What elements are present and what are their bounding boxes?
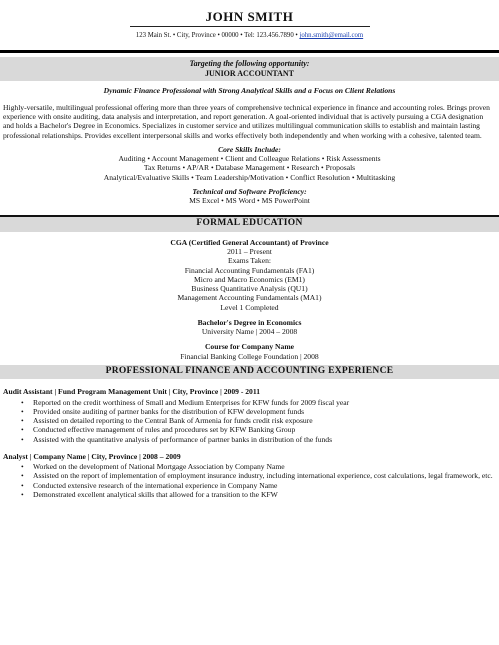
job-bullet: • Conducted effective management of rules and procedures set by KFW Banking Group bbox=[33, 425, 496, 434]
exam-item: Financial Accounting Fundamentals (FA1) bbox=[184, 265, 315, 275]
experience-heading: PROFESSIONAL FINANCE AND ACCOUNTING EXPERIENCE bbox=[0, 365, 499, 380]
exam-item: Business Quantitative Analysis (QU1) bbox=[191, 284, 308, 294]
tech-title: Technical and Software Proficiency: bbox=[192, 186, 307, 196]
headline: Dynamic Finance Professional with Strong Analytical Skills and a Focus on Client Relations bbox=[103, 85, 396, 95]
target-box bbox=[0, 57, 499, 81]
exam-item: Management Accounting Fundamentals (MA1) bbox=[177, 293, 322, 303]
job-title: Analyst | Company Name | City, Province | 2008 – 2009 bbox=[3, 451, 181, 461]
job-bullet: • Worked on the development of National Mortgage Association by Company Name bbox=[33, 462, 496, 471]
exam-item: Level 1 Completed bbox=[220, 302, 279, 312]
core-skills-line: Auditing • Account Management • Client and Colleague Relations • Risk Assessments bbox=[118, 154, 381, 163]
job-bullet: • Demonstrated excellent analytical skills that allowed for a transition to the KFW bbox=[33, 490, 496, 499]
email-link[interactable]: john.smith@email.com bbox=[299, 32, 364, 39]
course-detail: Financial Banking College Foundation | 2008 bbox=[180, 351, 319, 361]
target-position: JUNIOR ACCOUNTANT bbox=[205, 68, 294, 78]
job-bullets bbox=[3, 398, 496, 444]
core-skills-line: Tax Returns • AP/AR • Database Management • Research • Proposals bbox=[143, 163, 356, 173]
candidate-name: JOHN SMITH bbox=[205, 9, 294, 24]
job-bullet: • Assisted on the report of implementation of employment insurance industry, including international experience, cost calculations, legal framework, etc. bbox=[33, 471, 496, 480]
job-bullet: • Assisted on detailed reporting to the Central Bank of Armenia for funds credit risk exposure bbox=[33, 416, 496, 425]
cga-period: 2011 – Present bbox=[227, 247, 272, 257]
job-bullet: • Reported on the credit worthiness of Small and Medium Enterprises for KFW funds for 2009 fiscal year bbox=[33, 398, 496, 407]
job-title: Audit Assistant | Fund Program Management Unit | City, Province | 2009 - 2011 bbox=[3, 387, 261, 397]
name-underline bbox=[130, 26, 370, 27]
cga-title: CGA (Certified General Accountant) of Province bbox=[170, 237, 329, 247]
tech-skills-line: MS Excel • MS Word • MS PowerPoint bbox=[189, 196, 310, 205]
course-title: Course for Company Name bbox=[204, 342, 295, 352]
summary-paragraph: Highly-versatile, multilingual professional offering more than three years of comprehensive technical experience in finance and accounting roles. Brings proven experience with onsite auditing, data analysis and interpretation, and report generation. A goal-oriented individual that is actively pursuing a CGA designation and holds a Bachelor's Degree in Economics. Specializes in customer service and utilizes multilingual communication skills to establish and maintain lasting professional relationships. Provides excellent interpersonal skills and works effectively both independently and when working with a cohesive, talented team. bbox=[3, 102, 490, 140]
job-bullet: • Provided onsite auditing of partner banks for the distribution of KFW development funds bbox=[33, 407, 496, 416]
bachelor-title: Bachelor's Degree in Economics bbox=[197, 317, 302, 327]
education-heading: FORMAL EDUCATION bbox=[0, 215, 499, 232]
contact-line bbox=[0, 32, 499, 42]
core-skills-line: Analytical/Evaluative Skills • Team Leadership/Motivation • Conflict Resolution • Multitasking bbox=[103, 172, 396, 182]
header-divider bbox=[0, 50, 499, 53]
contact-text: 123 Main St. • City, Province • 00000 • Tel: 123.456.7890 • bbox=[135, 32, 300, 39]
job-entry bbox=[3, 452, 496, 499]
exams-label: Exams Taken: bbox=[228, 256, 271, 266]
job-bullet: • Assisted with the quantitative analysis of performance of partner banks in distribution of the funds bbox=[33, 435, 496, 444]
exam-item: Micro and Macro Economics (EM1) bbox=[194, 274, 305, 284]
bachelor-detail: University Name | 2004 – 2008 bbox=[201, 327, 298, 337]
core-skills-list bbox=[0, 154, 499, 182]
core-skills-title: Core Skills Include: bbox=[218, 144, 281, 154]
target-line1: Targeting the following opportunity: bbox=[189, 59, 310, 68]
job-bullets bbox=[3, 462, 496, 499]
education-section bbox=[0, 238, 499, 361]
job-bullet: • Conducted extensive research of the international experience in Company Name bbox=[33, 481, 496, 490]
job-entry bbox=[3, 387, 496, 444]
